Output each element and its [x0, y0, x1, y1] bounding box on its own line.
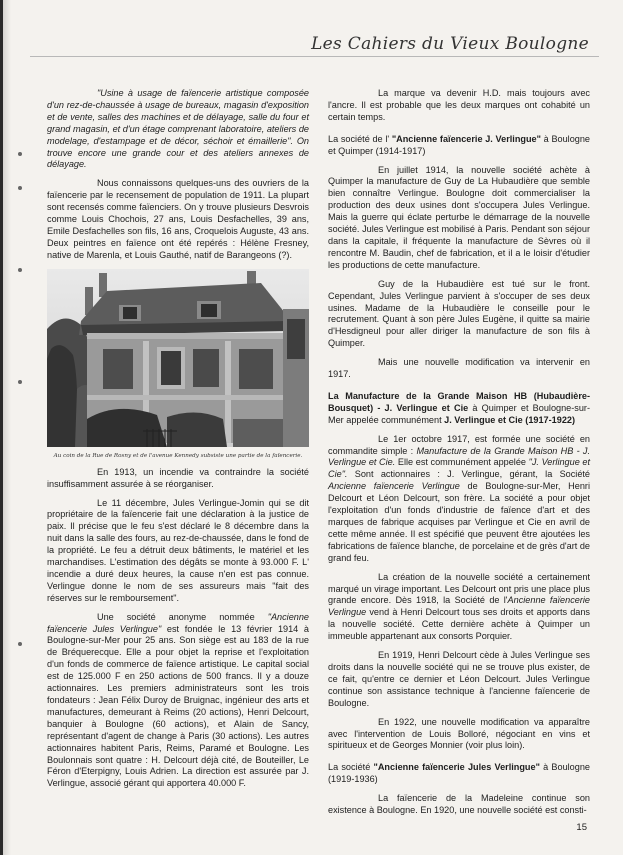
section-heading: La société "Ancienne faïencerie Jules Verlingue" à Boulogne (1919-1936): [328, 762, 590, 785]
paragraph: Une société anonyme nommée "Ancienne faïencerie Jules Verlingue" est fondée le 13 février 1914 à Boulogne-sur-Mer pour 25 ans. Son siège est au 183 de la rue de Bréquerecque. Elle a pour objet la reprise et l'exploitation d'un fonds de commerce de faïence artistique. Le capital social est de 125.000 F en 250 actions de 500 francs. Il y a douze actionnaires. Les premiers administrateurs sont les trois fondateurs : Jean Félix Duroy de Bruignac, ingénieur des arts et manufactures, demeurant à Reims (20 actions), Henri Delcourt, banquier à Boulogne (60 actions), et Alain de Sancy, représentant d'agent de change à Paris (30 actions). Les autres actionnaires habitent Paris, Reims, Paramé et Boulogne. Les Boulonnais sont quatre : H. Delcourt déjà cité, de Bouteiller, Le Féron d'Eterpigny, Louis Adrien. La direction est assurée par J. Verlingue, associé gérant qui apportera 40.000 F.: [47, 611, 309, 789]
page-number: 15: [576, 822, 587, 833]
section-heading: La Manufacture de la Grande Maison HB (Hubaudière-Bousquet) - J. Verlingue et Cie à Quimper et Boulogne-sur-Mer appelée communément J. Verlingue et Cie (1917-1922): [328, 390, 590, 425]
paragraph: Nous connaissons quelques-uns des ouvriers de la faïencerie par le recensement de population de 1911. La plupart sont recensés comme faïenciers. On y trouve plusieurs Desvrois comme Louis Chochois, 27 ans, Louis Desfachelles, 39 ans, Emile Desfachelles son fils, 16 ans, Croquelois Auguste, 43 ans. Deux peintres en faïence ont été repérés : Hélène Fresney, native de Marenla, et Louis Gauthé, natif de Barangeons (?).: [47, 178, 309, 260]
margin-mark: [18, 380, 22, 384]
binding-shadow: [3, 0, 11, 855]
margin-mark: [18, 186, 22, 190]
margin-mark: [18, 268, 22, 272]
running-header: Les Cahiers du Vieux Boulogne: [311, 34, 589, 54]
paragraph: En 1913, un incendie va contraindre la société insuffisamment assurée à se réorganiser.: [47, 466, 309, 489]
paragraph: En 1922, une nouvelle modification va apparaître avec l'intervention de Louis Bolloré, négociant en vins et spiritueux et de Georges Monnier (voir plus loin).: [328, 716, 590, 751]
paragraph: La marque va devenir H.D. mais toujours avec l'ancre. Il est probable que les deux marques ont cohabité un certain temps.: [328, 88, 590, 122]
paragraph: En 1919, Henri Delcourt cède à Jules Verlingue ses droits dans la nouvelle société qui ne se trouve plus exister, de ce fait, qu'entre ce dernier et Léon Delcourt. Jules Verlingue continue son assistance technique à l'ancienne faïencerie de Boulogne.: [328, 650, 590, 708]
quote-paragraph: "Usine à usage de faïencerie artistique composée d'un rez-de-chaussée à usage de bureaux, magasin d'exposition et de vente, salles des machines et de délayage, salle du four et grand magasin, et d'un étage comprenant laboratoire, ateliers de modelage, d'estampage et de décor, séchoir et émaillerie". On trouve encore une grande cour et des ateliers annexes de délayage.: [47, 88, 309, 170]
paragraph: La création de la nouvelle société a certainement marqué un virage important. Les Delcourt ont pris une place plus grande encore. Dès 1918, la Société de l'Ancienne faïencerie Verlingue vend à Henri Delcourt tous ses droits et apports dans la nouvelle société. Cette dernière achète à Quimper un immeuble appartenant aux consorts Porquier.: [328, 571, 590, 642]
paragraph: Mais une nouvelle modification va intervenir en 1917.: [328, 357, 590, 380]
factory-photo: [47, 269, 309, 447]
paragraph: Le 11 décembre, Jules Verlingue-Jomin qui se dit propriétaire de la faïencerie fait une déclaration à la justice de paix. Il précise que le feu s'est déclaré le 8 décembre dans la nuit dans la salle des fours, au rez-de-chaussée, dans le fond de la propriété. Le feu a détruit deux bâtiments, le matériel et les marchandises. L'estimation des dégâts se monte à 93.000 F. L' incendie a duré deux heures, la cause n'en est pas connue. Verlingue donne le nom de ses assureurs mais "fait des réserves sur le remboursement".: [47, 497, 309, 603]
paragraph: Le 1er octobre 1917, est formée une société en commandite simple : Manufacture de la Grande Maison HB - J. Verlingue et Cie. Elle est communément appelée "J. Verlingue et Cie". Sont actionnaires : J. Verlingue, gérant, la Société Ancienne faïencerie Verlingue de Boulogne-sur-Mer, Henri Delcourt et Léon Delcourt, son frère. La société a pour objet l'exploitation d'un fonds d'industrie de faïence d'art et des marques de fabrique acquises par Verlingue et Cie en avril de cette même année. Il est spécifié que peuvent être ajoutées les fabrications de faïence blanche, de porcelaine et de grès d'art de grand feu.: [328, 433, 591, 563]
paragraph: En juillet 1914, la nouvelle société achète à Quimper la manufacture de Guy de La Hubaudière que semble bien connaître Verlingue. Boulogne doit commercialiser la production des deux usines dont s'occupera Jules Verlingue. Mais la guerre qui éclate perturbe le démarrage de la nouvelle société. Jules Verlingue est mobilisé à Paris. Pendant son séjour dans la capitale, il fréquente la manufacture de Sèvres où il rencontre M. Baudin, chef de fabrication, et il a le loisir d'étudier les productions de cette manufacture.: [328, 164, 590, 270]
header-rule: [30, 56, 599, 57]
section-heading: La société de l' "Ancienne faïencerie J. Verlingue" à Boulogne et Quimper (1914-1917): [328, 133, 591, 156]
paragraph: Guy de la Hubaudière est tué sur le front. Cependant, Jules Verlingue parvient à s'occuper de ses deux usines. Madame de la Hubaudière le conseille pour le recrutement. Quant à son père Jules Eugène, il quitte sa mairie d'Hesdigneul pour aller diriger la manufacture de son fils à Quimper.: [328, 278, 590, 349]
margin-mark: [18, 152, 22, 156]
right-column: [328, 88, 590, 824]
photo-caption: Au coin de la Rue de Rosny et de l'avenue Kennedy subsiste une partie de la faïencerie.: [53, 452, 303, 459]
margin-mark: [18, 642, 22, 646]
paragraph: La faïencerie de la Madeleine continue son existence à Boulogne. En 1920, une nouvelle société est consti-: [328, 793, 590, 816]
left-column: [47, 88, 309, 797]
